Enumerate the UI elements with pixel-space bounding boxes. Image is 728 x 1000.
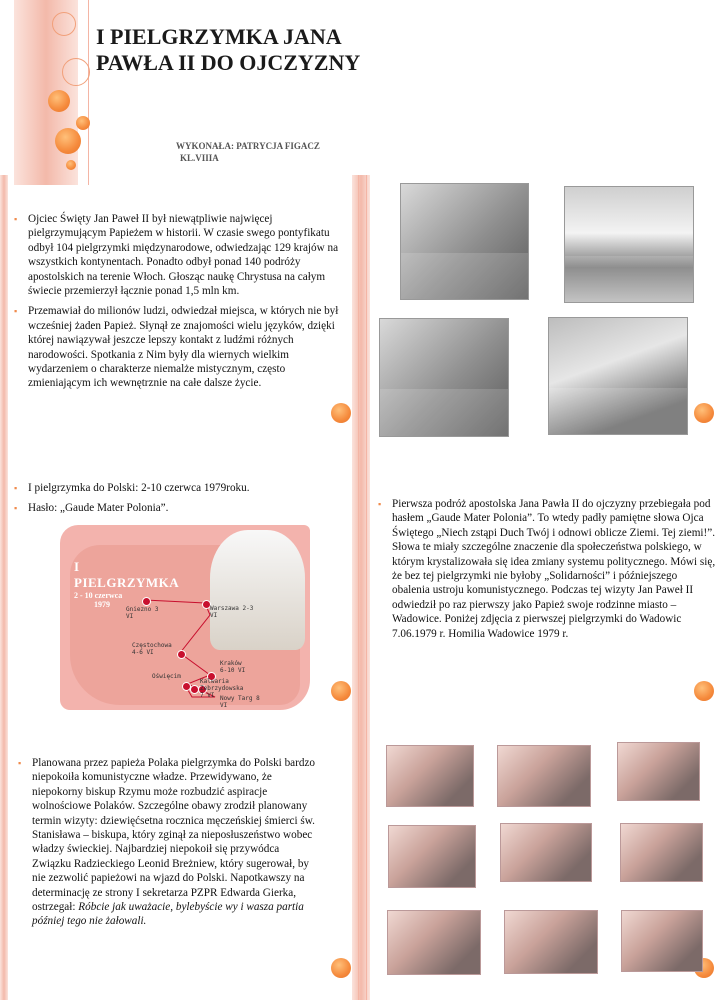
map-city-label: Nowy Targ 8 VI [220,695,260,709]
photo-wadowice [504,910,598,974]
photo-pope-blessing [400,183,529,300]
pilgrimage-info-list [12,481,342,522]
first-visit-text [376,497,716,647]
pilgrimage-map-poster [60,525,310,710]
map-city-label: Kraków 6-10 VI [220,660,246,674]
list-item: ▪ Przemawiał do milionów ludzi, odwiedzał miejsca, w których nie był wcześniej żaden Papież. Słynął ze znajomości wielu języków, dzięki której nawiązywał jeszcze lepszy kontakt z ludźmi różnych narodowości. Spotkania z Nim były dla wiernych wielkim wydarzeniem o charakterze niemalże mistycznym, często zmieniającym ich wewnętrznie na całe dalsze życie. [12,304,350,390]
photo-pope-airport [548,317,688,435]
map-year: 1979 [94,600,110,609]
decorative-circle [331,958,351,978]
photo-pope-with-officials [564,186,694,303]
list-item: ▪ Pierwsza podróż apostolska Jana Pawła II do ojczyzny przebiegała pod hasłem „Gaude Mater Polonia”. To wtedy padły pamiętne słowa Ojca Świętego „Niech zstąpi Duch Twój i odnowi oblicze Ziemi. Tej ziemi!”. Słowa te miały szczególne znaczenie dla społeczeństwa polskiego, w którym krystalizowała się idea zmiany systemu politycznego. Mówi się, że bez tej pielgrzymki nie byłoby „Solidarności” i późniejszego obalenia ustroju komunistycznego. Podczas tej wizyty Jan Paweł II odwiedził po raz pierwszy jako Papież swoje rodzinne miasto – Wadowice. Poniżej zdjęcia z pierwszej pielgrzymki do Wadowic 7.06.1979 r. Homilia Wadowice 1979 r. [376,497,716,641]
decorative-circle [331,403,351,423]
map-point [177,650,186,659]
decorative-circle [694,681,714,701]
map-dates: 2 - 10 czerwca [74,591,123,600]
map-city-label: Oświęcim [152,673,181,680]
divider-line [358,175,359,1000]
list-item: ▪ I pielgrzymka do Polski: 2-10 czerwca 1979roku. [12,481,342,495]
decorative-circle [48,90,70,112]
decorative-stripe-middle [352,175,370,1000]
divider-line [366,175,367,1000]
list-item: ▪ Ojciec Święty Jan Paweł II był niewątpliwie najwięcej pielgrzymującym Papieżem w historii. W czasie swego pontyfikatu odbył 104 pielgrzymki międzynarodowe, odwiedzając 129 krajów na wszystkich kontynentach. Ponadto odbył ponad 140 podróży apostolskich na terenie Włoch. Głosząc naukę Chrystusa na całym świecie przemierzył łącznie ponad 1,5 mln km. [12,212,350,298]
list-item [16,756,316,929]
decorative-circle [52,12,76,36]
decorative-circle [66,160,76,170]
photo-wadowice [620,823,703,882]
map-city-label: Kalwaria Zebrzydowska 7 VI [200,678,244,699]
photo-wadowice [621,910,703,972]
decorative-circle [331,681,351,701]
photo-wadowice [388,825,476,888]
map-heading: I PIELGRZYMKA [74,559,180,590]
communist-concerns-text [16,756,316,935]
photo-wadowice [500,823,592,882]
decorative-circle [76,116,90,130]
intro-list [12,212,350,397]
paragraph-text: Planowana przez papieża Polaka pielgrzymka do Polski bardzo niepokoiła komunistyczne władze. Przewidywano, że niepokorny biskup Rzymu może rozbudzić aspiracje wolnościowe Polaków. Szczególne obawy zrodził planowany termin wizyty: dziewięćsetna rocznica męczeńskiej śmierci św. Stanisława – biskupa, który zginął za nieposłuszeństwo wobec władzy świeckiej. Najbardziej niepokoił się przywódca Związku Radzieckiego Leonid Breżniew, który sugerował, by nie zezwolić papieżowi na wjazd do Polski. Napotkawszy na determinację ze strony I sekretarza PZPR Edwarda Gierka, ostrzegał: [32,757,316,914]
author-class: KL.VIIIA [180,153,219,163]
decorative-circle [694,403,714,423]
divider-line [88,0,89,185]
photo-wadowice [617,742,700,801]
list-item: ▪ Hasło: „Gaude Mater Polonia”. [12,501,342,515]
photo-wadowice [387,910,481,975]
page-title: I PIELGRZYMKA JANA PAWŁA II DO OJCZYZNY [96,24,361,75]
map-point [142,597,151,606]
photo-wadowice [497,745,591,807]
author-info [176,140,320,164]
map-city-label: Częstochowa 4-6 VI [132,642,172,656]
photo-wadowice [386,745,474,807]
decorative-circle [55,128,81,154]
decorative-circle [62,58,90,86]
brezhnev-quote: Róbcie jak uważacie, bylebyście wy i wasza partia później tego nie żałowali. [32,901,304,928]
map-city-label: Gniezno 3 VI [126,606,159,620]
decorative-stripe-left [0,175,8,1000]
map-city-label: Warszawa 2-3 VI [210,605,254,619]
photo-pope-with-cardinal [379,318,509,437]
author-name: WYKONAŁA: PATRYCJA FIGACZ [176,141,320,151]
